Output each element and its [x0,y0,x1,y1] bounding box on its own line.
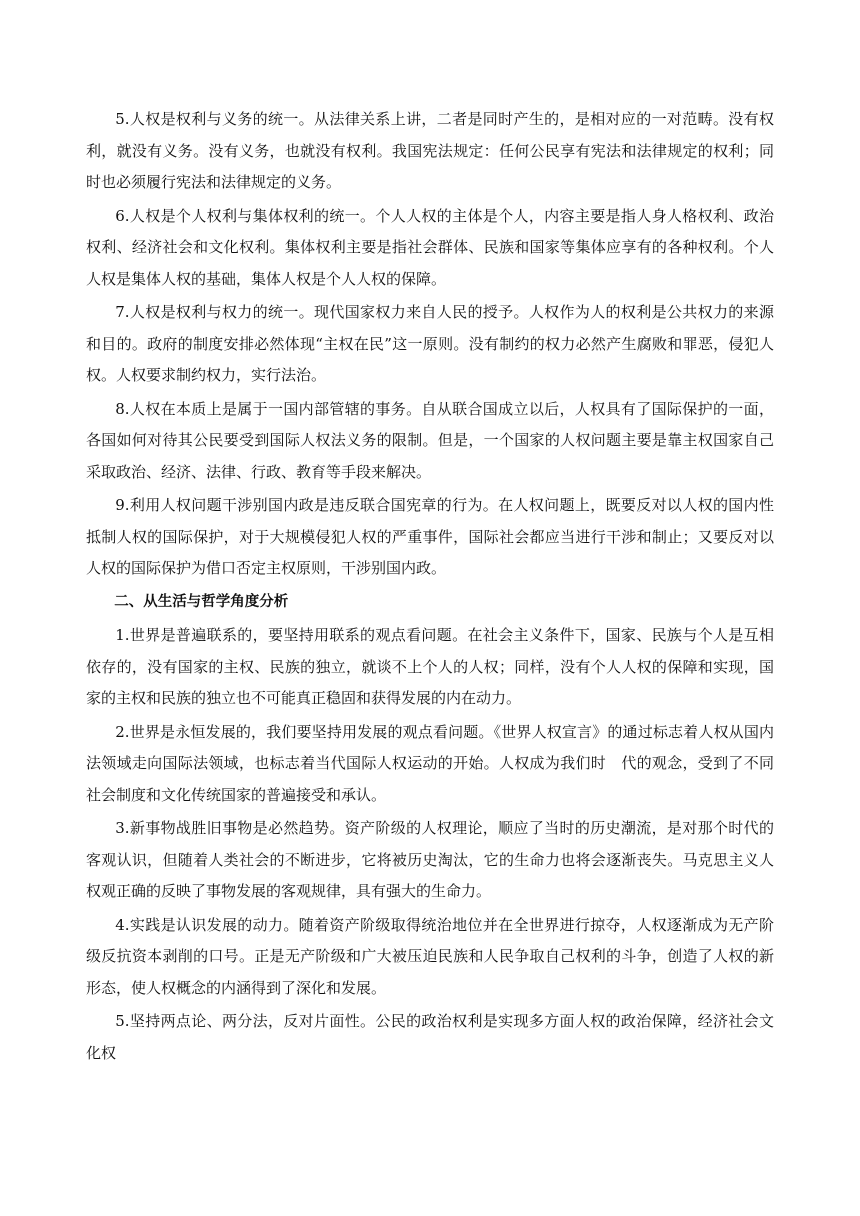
document-body [86,104,774,1071]
paragraph-connection: 1.世界是普遍联系的，要坚持用联系的观点看问题。在社会主义条件下，国家、民族与个人是互相依存的，没有国家的主权、民族的独立，就谈不上个人的人权；同样，没有个人人权的保障和实现，国家的主权和民族的独立也不可能真正稳固和获得发展的内在动力。 [86,626,774,707]
paragraph-interference: 9.利用人权问题干涉别国内政是违反联合国宪章的行为。在人权问题上，既要反对以人权的国内性抵制人权的国际保护，对于大规模侵犯人权的严重事件，国际社会都应当进行干涉和制止；又要反对以人权的国际保护为借口否定主权原则，干涉别国内政。 [86,496,774,577]
paragraph-internal-affairs: 8.人权在本质上是属于一国内部管辖的事务。自从联合国成立以后，人权具有了国际保护的一面，各国如何对待其公民要受到国际人权法义务的限制。但是，一个国家的人权问题主要是靠主权国家自己采取政治、经济、法律、行政、教育等手段来解决。 [86,399,774,481]
section-heading: 二、从生活与哲学角度分析 [114,593,289,610]
paragraph-rights-power: 7.人权是权利与权力的统一。现代国家权力来自人民的授予。人权作为人的权利是公共权力的来源和目的。政府的制度安排必然体现“主权在民”这一原则。没有制约的权力必然产生腐败和罪恶，侵犯人权。人权要求制约权力，实行法治。 [86,303,774,384]
paragraph-practice: 4.实践是认识发展的动力。随着资产阶级取得统治地位并在全世界进行掠夺，人权逐渐成为无产阶级反抗资本剥削的口号。正是无产阶级和广大被压迫民族和人民争取自己权利的斗争，创造了人权的新形态，使人权概念的内涵得到了深化和发展。 [86,915,774,997]
paragraph-new-things: 3.新事物战胜旧事物是必然趋势。资产阶级的人权理论，顺应了当时的历史潮流，是对那个时代的客观认识，但随着人类社会的不断进步，它将被历史淘汰，它的生命力也将会逐渐丧失。马克思主义人权观正确的反映了事物发展的客观规律，具有强大的生命力。 [86,819,774,900]
paragraph-rights-duties: 5.人权是权利与义务的统一。从法律关系上讲，二者是同时产生的，是相对应的一对范畴。没有权利，就没有义务。没有义务，也就没有权利。我国宪法规定：任何公民享有宪法和法律规定的权利；同时也必须履行宪法和法律规定的义务。 [86,110,774,191]
paragraph-development: 2.世界是永恒发展的，我们要坚持用发展的观点看问题。《世界人权宣言》的通过标志着人权从国内法领域走向国际法领域，也标志着当代国际人权运动的开始。人权成为我们时 代的观念，受到了不同社会制度和文化传统国家的普遍接受和承认。 [86,722,774,804]
paragraph-individual-collective: 6.人权是个人权利与集体权利的统一。个人人权的主体是个人，内容主要是指人身人格权利、政治权利、经济社会和文化权利。集体权利主要是指社会群体、民族和国家等集体应享有的各种权利。个人人权是集体人权的基础，集体人权是个人人权的保障。 [86,206,774,288]
paragraph-two-points: 5.坚持两点论、两分法，反对片面性。公民的政治权利是实现多方面人权的政治保障，经济社会文化权 [86,1012,774,1062]
